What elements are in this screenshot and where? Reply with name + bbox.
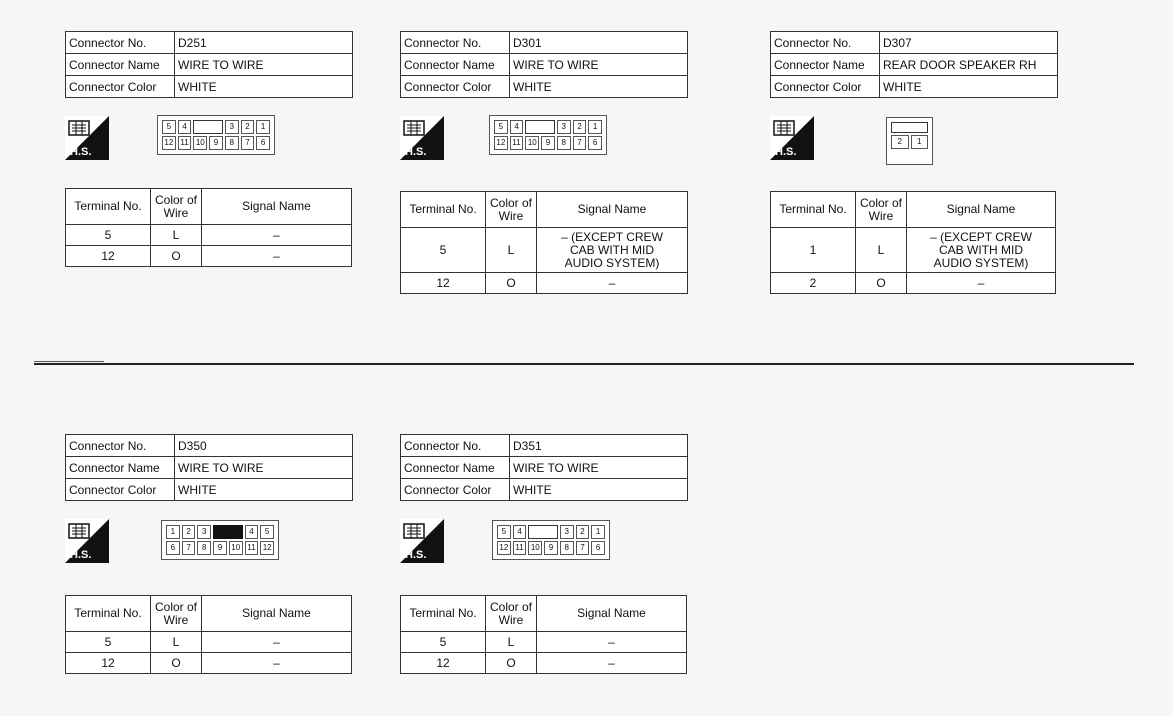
connector-pin: 6 [256,136,270,150]
table-row [66,632,352,653]
terminal-no: 5 [66,632,151,653]
connector-pin: 8 [560,541,574,555]
signal-name: – [537,653,687,674]
label-connector-name: Connector Name [401,54,510,76]
signal-name: – [202,225,352,246]
wire-color: L [151,225,202,246]
connector-no-value: D251 [175,32,353,54]
connector-name-value: WIRE TO WIRE [175,54,353,76]
connector-info-table [400,31,688,98]
label-connector-no: Connector No. [401,32,510,54]
connector-face-icon [157,115,275,155]
connector-pin: 4 [178,120,192,134]
connector-pin: 6 [588,136,602,150]
label-connector-color: Connector Color [771,76,880,98]
connector-pin: 9 [213,541,227,555]
connector-pin: 10 [193,136,207,150]
label-connector-no: Connector No. [401,435,510,457]
connector-pin: 4 [245,525,259,539]
connector-pin: 1 [911,135,929,149]
signal-name: – [202,653,352,674]
header-signal-name: Signal Name [537,596,687,632]
connector-info-table [65,434,353,501]
header-signal-name: Signal Name [202,189,352,225]
terminal-table [400,595,687,674]
terminal-no: 1 [771,228,856,273]
terminal-table [65,188,352,267]
header-terminal-no: Terminal No. [66,596,151,632]
connector-face-icon [492,520,610,560]
connector-figure [65,98,353,188]
connector-face-icon [886,117,933,165]
header-signal-name: Signal Name [907,192,1056,228]
table-row [66,225,352,246]
connector-pin: 3 [197,525,211,539]
connector-pin: 9 [209,136,223,150]
hs-label: H.S. [405,549,427,561]
connector-pin: 3 [557,120,571,134]
label-connector-color: Connector Color [66,479,175,501]
terminal-table [400,191,688,294]
connector-pin: 7 [576,541,590,555]
table-row [401,632,687,653]
connector-block-d307 [770,31,1058,294]
connector-pin: 3 [225,120,239,134]
connector-figure [65,501,353,595]
connector-color-value: WHITE [510,76,688,98]
connector-no-value: D301 [510,32,688,54]
connector-pin: 4 [510,120,524,134]
connector-lock-tab [213,525,242,539]
wire-color: O [151,653,202,674]
connector-face-icon [489,115,607,155]
connector-figure [400,98,688,191]
hs-label: H.S. [405,146,427,158]
hs-label: H.S. [70,549,92,561]
connector-name-value: REAR DOOR SPEAKER RH [880,54,1058,76]
connector-figure [400,501,688,595]
terminal-no: 12 [66,653,151,674]
header-color-of-wire: Color of Wire [856,192,907,228]
connector-pin: 12 [260,541,274,555]
connector-figure [770,98,1058,191]
connector-lock-tab [891,122,928,133]
label-connector-no: Connector No. [771,32,880,54]
connector-pin: 3 [560,525,574,539]
connector-pin: 11 [245,541,259,555]
signal-name: – [537,632,687,653]
signal-name: – [907,273,1056,294]
connector-color-value: WHITE [175,479,353,501]
label-connector-color: Connector Color [401,76,510,98]
table-row [401,653,687,674]
connector-lock-tab [193,120,222,134]
connector-pin: 2 [891,135,909,149]
connector-pin: 11 [510,136,524,150]
header-color-of-wire: Color of Wire [151,596,202,632]
label-connector-no: Connector No. [66,435,175,457]
terminal-no: 5 [66,225,151,246]
connector-pin: 2 [182,525,196,539]
connector-pin: 9 [541,136,555,150]
connector-pin: 7 [573,136,587,150]
table-row [66,653,352,674]
connector-name-value: WIRE TO WIRE [175,457,353,479]
connector-pin: 5 [260,525,274,539]
signal-name: – [202,632,352,653]
connector-name-value: WIRE TO WIRE [510,457,688,479]
connector-pin: 12 [497,541,511,555]
terminal-no: 12 [401,273,486,294]
label-connector-no: Connector No. [66,32,175,54]
header-terminal-no: Terminal No. [401,596,486,632]
terminal-no: 5 [401,228,486,273]
label-connector-name: Connector Name [771,54,880,76]
hs-label: H.S. [70,146,92,158]
header-terminal-no: Terminal No. [401,192,486,228]
connector-face-icon [161,520,279,560]
connector-pin: 11 [513,541,527,555]
wire-color: L [486,632,537,653]
connector-lock-tab [525,120,554,134]
hs-label: H.S. [775,146,797,158]
connector-pin: 1 [256,120,270,134]
header-signal-name: Signal Name [202,596,352,632]
header-color-of-wire: Color of Wire [151,189,202,225]
label-connector-name: Connector Name [401,457,510,479]
connector-pin: 1 [166,525,180,539]
section-divider [34,363,1134,365]
connector-info-table [65,31,353,98]
signal-name: – (EXCEPT CREW CAB WITH MID AUDIO SYSTEM) [907,228,1056,273]
connector-pin: 5 [494,120,508,134]
connector-pin: 10 [525,136,539,150]
signal-name: – (EXCEPT CREW CAB WITH MID AUDIO SYSTEM) [537,228,688,273]
connector-no-value: D307 [880,32,1058,54]
wire-color: O [856,273,907,294]
signal-name: – [202,246,352,267]
connector-pin: 6 [591,541,605,555]
connector-no-value: D351 [510,435,688,457]
connector-pin: 12 [162,136,176,150]
connector-no-value: D350 [175,435,353,457]
connector-pin: 2 [573,120,587,134]
connector-info-table [400,434,688,501]
header-terminal-no: Terminal No. [66,189,151,225]
connector-pin: 6 [166,541,180,555]
wire-color: O [486,653,537,674]
connector-block-d251 [65,31,353,267]
header-color-of-wire: Color of Wire [486,192,537,228]
connector-info-table [770,31,1058,98]
terminal-no: 12 [66,246,151,267]
table-row [771,228,1056,273]
table-row [66,246,352,267]
terminal-no: 5 [401,632,486,653]
connector-block-d301 [400,31,688,294]
terminal-no: 12 [401,653,486,674]
terminal-table [65,595,352,674]
connector-pin: 1 [591,525,605,539]
terminal-table [770,191,1056,294]
connector-name-value: WIRE TO WIRE [510,54,688,76]
connector-pin: 4 [513,525,527,539]
table-row [401,228,688,273]
label-connector-color: Connector Color [66,76,175,98]
connector-pin: 10 [229,541,243,555]
connector-color-value: WHITE [880,76,1058,98]
label-connector-name: Connector Name [66,54,175,76]
header-color-of-wire: Color of Wire [486,596,537,632]
wire-color: L [486,228,537,273]
connector-pin: 10 [528,541,542,555]
wire-color: O [486,273,537,294]
label-connector-name: Connector Name [66,457,175,479]
connector-pin: 11 [178,136,192,150]
section-divider-mark [34,361,104,362]
connector-block-d351 [400,434,688,674]
table-row [771,273,1056,294]
label-connector-color: Connector Color [401,479,510,501]
connector-pin: 12 [494,136,508,150]
connector-pin: 1 [588,120,602,134]
connector-pin: 8 [225,136,239,150]
connector-color-value: WHITE [510,479,688,501]
connector-pin: 2 [241,120,255,134]
connector-color-value: WHITE [175,76,353,98]
header-signal-name: Signal Name [537,192,688,228]
connector-block-d350 [65,434,353,674]
connector-pin: 7 [182,541,196,555]
table-row [401,273,688,294]
connector-pin: 2 [576,525,590,539]
wire-color: O [151,246,202,267]
connector-pin: 8 [557,136,571,150]
signal-name: – [537,273,688,294]
connector-pin: 8 [197,541,211,555]
connector-pin: 5 [497,525,511,539]
connector-pin: 7 [241,136,255,150]
wire-color: L [856,228,907,273]
connector-pin: 9 [544,541,558,555]
connector-pin: 5 [162,120,176,134]
wire-color: L [151,632,202,653]
header-terminal-no: Terminal No. [771,192,856,228]
terminal-no: 2 [771,273,856,294]
connector-lock-tab [528,525,557,539]
